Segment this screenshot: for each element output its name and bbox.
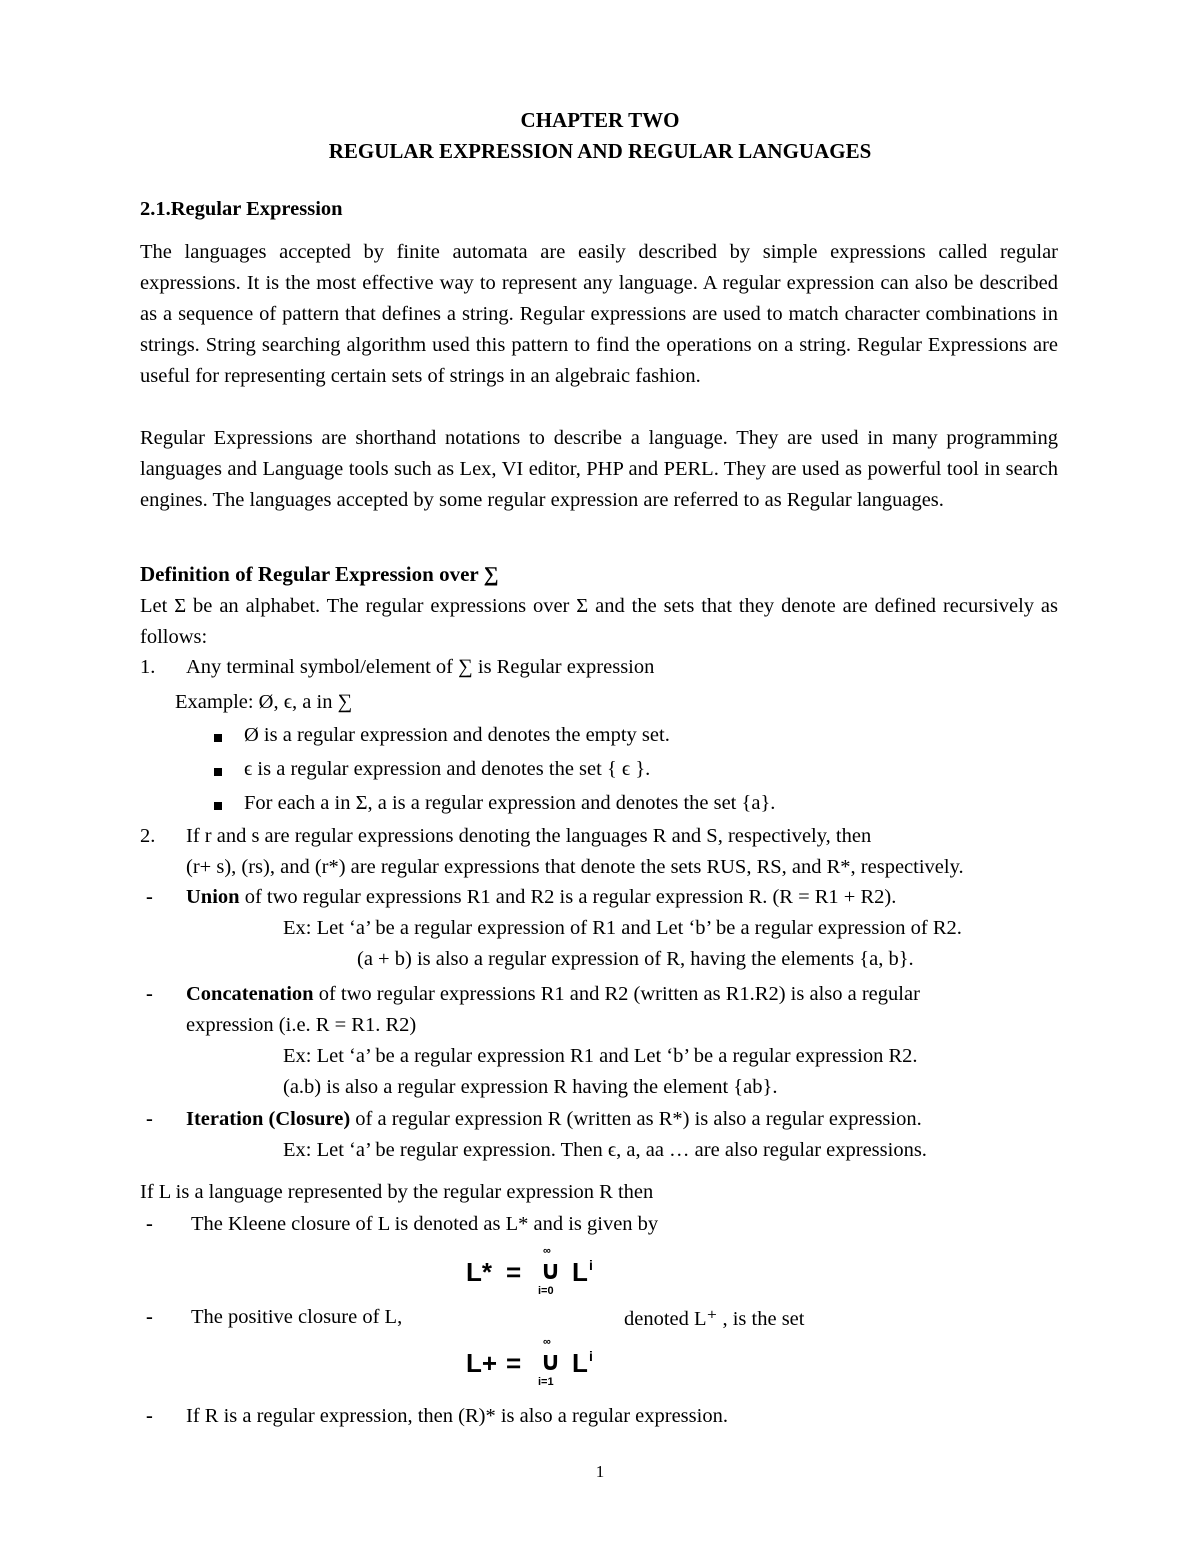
definition-title: Definition of Regular Expression over ∑ [140,562,499,586]
bullet-icon [214,768,222,776]
kleene-closure-text: The Kleene closure of L is denoted as L* and is given by [191,1213,659,1235]
positive-closure-text-b: denoted L⁺ , is the set [624,1308,805,1330]
concat-example-1: Ex: Let ‘a’ be a regular expression R1 and Let ‘b’ be a regular expression R2. [283,1045,918,1067]
formula-lhs: L+ [466,1348,498,1378]
iteration-term: Iteration (Closure) [186,1108,351,1130]
example-line: Example: Ø, ϵ, a in ∑ [175,691,353,713]
positive-closure-text-a: The positive closure of L, [191,1306,403,1328]
positive-formula [466,1336,626,1390]
union-definition [186,886,896,909]
section-title: 2.1.Regular Expression [140,198,343,220]
paragraph-1: The languages accepted by finite automata are easily described by simple expressions called regular expressions. It is the most effective way to represent any language. A regular expression can also be described as a sequence of pattern that defines a string. Regular expressions are used to match character combinations in strings. String searching algorithm used this pattern to find the operations on a string. Regular Expressions are useful for representing certain sets of strings in an algebraic fashion. [140,241,1058,387]
bullet-item-symbol: For each a in Σ, a is a regular expression and denotes the set {a}. [244,792,776,814]
formula-lower-limit: i=1 [538,1376,554,1388]
page-number: 1 [595,1462,605,1481]
item-2-text-cont: (r+ s), (rs), and (r*) are regular expressions that denote the sets RUS, RS, and R*, respectively. [186,856,964,878]
dash-marker: - [146,1108,153,1130]
formula-equals: = [506,1348,522,1378]
item-2-text: If r and s are regular expressions denoting the languages R and S, respectively, then [186,825,872,847]
kleene-formula [466,1245,626,1299]
item-1-number: 1. [140,656,156,678]
formula-equals: = [506,1257,522,1287]
dash-marker: - [146,1213,153,1235]
iteration-definition [186,1108,922,1131]
concat-term: Concatenation [186,983,314,1005]
concat-text: of two regular expressions R1 and R2 (written as R1.R2) is also a regular [313,983,920,1005]
bullet-icon [214,802,222,810]
bullet-item-empty-set: Ø is a regular expression and denotes the empty set. [244,724,670,746]
dash-marker: - [146,886,153,908]
formula-rhs: L [572,1257,588,1287]
formula-lower-limit: i=0 [538,1285,554,1297]
dash-marker: - [146,983,153,1005]
dash-marker: - [146,1306,153,1328]
bullet-item-epsilon: ϵ is a regular expression and denotes the set { ϵ }. [244,758,651,780]
iteration-text: of a regular expression R (written as R*) is also a regular expression. [350,1108,922,1130]
concat-example-2: (a.b) is also a regular expression R having the element {ab}. [283,1076,778,1098]
formula-lhs: L* [466,1257,492,1287]
item-2-number: 2. [140,825,156,847]
item-1-text: Any terminal symbol/element of ∑ is Regular expression [186,656,655,678]
union-example-1: Ex: Let ‘a’ be a regular expression of R1 and Let ‘b’ be a regular expression of R2. [283,917,962,939]
chapter-title: CHAPTER TWO [520,108,680,132]
paragraph-2: Regular Expressions are shorthand notations to describe a language. They are used in many programming languages and Language tools such as Lex, VI editor, PHP and PERL. They are used as powerful tool in search engines. The languages accepted by some regular expression are referred to as Regular languages. [140,427,1058,511]
formula-exponent: i [589,1257,593,1273]
formula-exponent: i [589,1348,593,1364]
bullet-icon [214,734,222,742]
iteration-example: Ex: Let ‘a’ be regular expression. Then ϵ, a, aa … are also regular expressions. [283,1139,927,1161]
formula-rhs: L [572,1348,588,1378]
union-term: Union [186,886,240,908]
concat-definition-cont: expression (i.e. R = R1. R2) [186,1014,417,1036]
dash-marker: - [146,1405,153,1427]
closure-intro: If L is a language represented by the regular expression R then [140,1181,654,1203]
union-text: of two regular expressions R1 and R2 is a regular expression R. (R = R1 + R2). [239,886,897,908]
concat-definition [186,983,920,1006]
union-operator: ∪ [540,1255,562,1285]
union-operator: ∪ [540,1346,562,1376]
formula-upper-limit: ∞ [543,1336,551,1348]
union-example-2: (a + b) is also a regular expression of R, having the elements {a, b}. [357,948,914,970]
last-statement: If R is a regular expression, then (R)* is also a regular expression. [186,1405,728,1427]
formula-upper-limit: ∞ [543,1245,551,1257]
chapter-subtitle: REGULAR EXPRESSION AND REGULAR LANGUAGES [328,139,872,163]
definition-intro: Let Σ be an alphabet. The regular expressions over Σ and the sets that they denote are defined recursively as follows: [140,595,1058,648]
